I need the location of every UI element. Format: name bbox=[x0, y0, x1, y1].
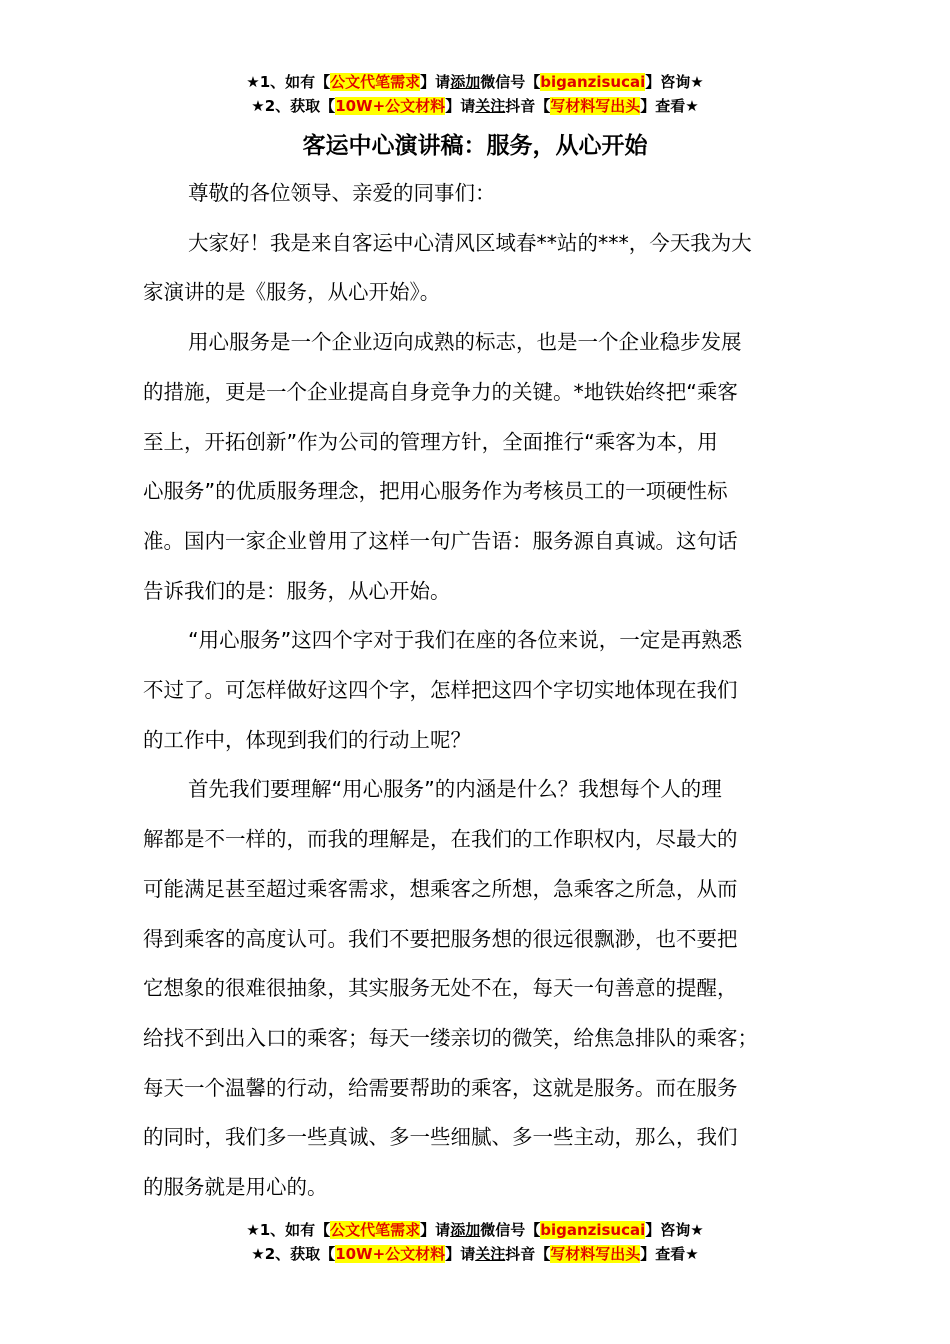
text-line: 不过了。可怎样做好这四个字，怎样把这四个字切实地体现在我们 bbox=[143, 678, 738, 703]
banner-highlight: 10W+公文材料 bbox=[335, 97, 446, 115]
text-line: 的工作中，体现到我们的行动上呢？ bbox=[143, 727, 471, 752]
text-line: 尊敬的各位领导、亲爱的同事们： bbox=[188, 181, 496, 205]
banner-text: 】请 bbox=[420, 73, 451, 91]
banner-highlight: 写材料写出头 bbox=[550, 97, 641, 115]
banner-underline: 关注 bbox=[475, 1245, 506, 1263]
banner-text: 】查看★ bbox=[640, 1245, 699, 1263]
text-line: 的服务就是用心的。 bbox=[143, 1175, 328, 1200]
paragraph-question bbox=[143, 616, 823, 765]
text-line: 的措施，更是一个企业提高自身竞争力的关键。*地铁始终把“乘客 bbox=[143, 379, 738, 404]
banner-highlight: 公文代笔需求 bbox=[330, 73, 421, 91]
banner-text: 】咨询★ bbox=[645, 1221, 704, 1239]
banner-highlight: 10W+公文材料 bbox=[335, 1245, 446, 1263]
paragraph-greeting bbox=[143, 169, 823, 219]
paragraph-understanding bbox=[143, 765, 823, 1212]
text-line: 的同时，我们多一些真诚、多一些细腻、多一些主动，那么，我们 bbox=[143, 1125, 738, 1150]
text-line: 可能满足甚至超过乘客需求，想乘客之所想，急乘客之所急，从而 bbox=[143, 876, 738, 901]
paragraph-service-meaning bbox=[143, 318, 823, 616]
banner-line-2 bbox=[0, 1242, 950, 1266]
banner-line-1 bbox=[0, 1218, 950, 1242]
banner-text: ★2、获取【 bbox=[251, 97, 336, 115]
banner-text: ★1、如有【 bbox=[246, 1221, 331, 1239]
banner-text: 微信号【 bbox=[480, 73, 541, 91]
banner-text: 】请 bbox=[420, 1221, 451, 1239]
text-line: 首先我们要理解“用心服务”的内涵是什么？我想每个人的理 bbox=[188, 777, 722, 802]
banner-underline: 关注 bbox=[475, 97, 506, 115]
header-banner bbox=[0, 70, 950, 118]
banner-highlight: biganzisucai bbox=[540, 1221, 646, 1239]
text-line: 给找不到出入口的乘客；每天一缕亲切的微笑，给焦急排队的乘客； bbox=[143, 1025, 758, 1050]
text-line: 告诉我们的是：服务，从心开始。 bbox=[143, 578, 451, 603]
banner-underline: 添加 bbox=[450, 1221, 481, 1239]
text-line: 用心服务是一个企业迈向成熟的标志，也是一个企业稳步发展 bbox=[188, 330, 742, 355]
text-line: 准。国内一家企业曾用了这样一句广告语：服务源自真诚。这句话 bbox=[143, 528, 738, 553]
banner-text: 】咨询★ bbox=[645, 73, 704, 91]
banner-text: 微信号【 bbox=[480, 1221, 541, 1239]
banner-text: ★1、如有【 bbox=[246, 73, 331, 91]
banner-text: ★2、获取【 bbox=[251, 1245, 336, 1263]
text-line: 大家好！我是来自客运中心清风区域春**站的***，今天我为大 bbox=[188, 230, 752, 255]
text-line: 每天一个温馨的行动，给需要帮助的乘客，这就是服务。而在服务 bbox=[143, 1075, 738, 1100]
banner-highlight: 写材料写出头 bbox=[550, 1245, 641, 1263]
document-title: 客运中心演讲稿：服务，从心开始 bbox=[302, 133, 648, 159]
banner-text: 】查看★ bbox=[640, 97, 699, 115]
text-line: 心服务”的优质服务理念，把用心服务作为考核员工的一项硬性标 bbox=[143, 479, 728, 504]
text-line: 得到乘客的高度认可。我们不要把服务想的很远很飘渺，也不要把 bbox=[143, 926, 738, 951]
text-line: 解都是不一样的，而我的理解是，在我们的工作职权内，尽最大的 bbox=[143, 827, 738, 852]
banner-highlight: biganzisucai bbox=[540, 73, 646, 91]
banner-line-2 bbox=[0, 94, 950, 118]
banner-text: 抖音【 bbox=[505, 97, 551, 115]
footer-banner bbox=[0, 1218, 950, 1266]
text-line: 它想象的很难很抽象，其实服务无处不在，每天一句善意的提醒， bbox=[143, 976, 738, 1001]
document-body bbox=[143, 169, 823, 1213]
banner-highlight: 公文代笔需求 bbox=[330, 1221, 421, 1239]
paragraph-intro bbox=[143, 219, 823, 318]
banner-text: 抖音【 bbox=[505, 1245, 551, 1263]
text-line: “用心服务”这四个字对于我们在座的各位来说，一定是再熟悉 bbox=[188, 628, 743, 653]
text-line: 至上，开拓创新”作为公司的管理方针，全面推行“乘客为本，用 bbox=[143, 429, 718, 454]
banner-text: 】请 bbox=[445, 1245, 476, 1263]
banner-text: 】请 bbox=[445, 97, 476, 115]
banner-line-1 bbox=[0, 70, 950, 94]
banner-underline: 添加 bbox=[450, 73, 481, 91]
text-line: 家演讲的是《服务，从心开始》。 bbox=[143, 280, 441, 305]
